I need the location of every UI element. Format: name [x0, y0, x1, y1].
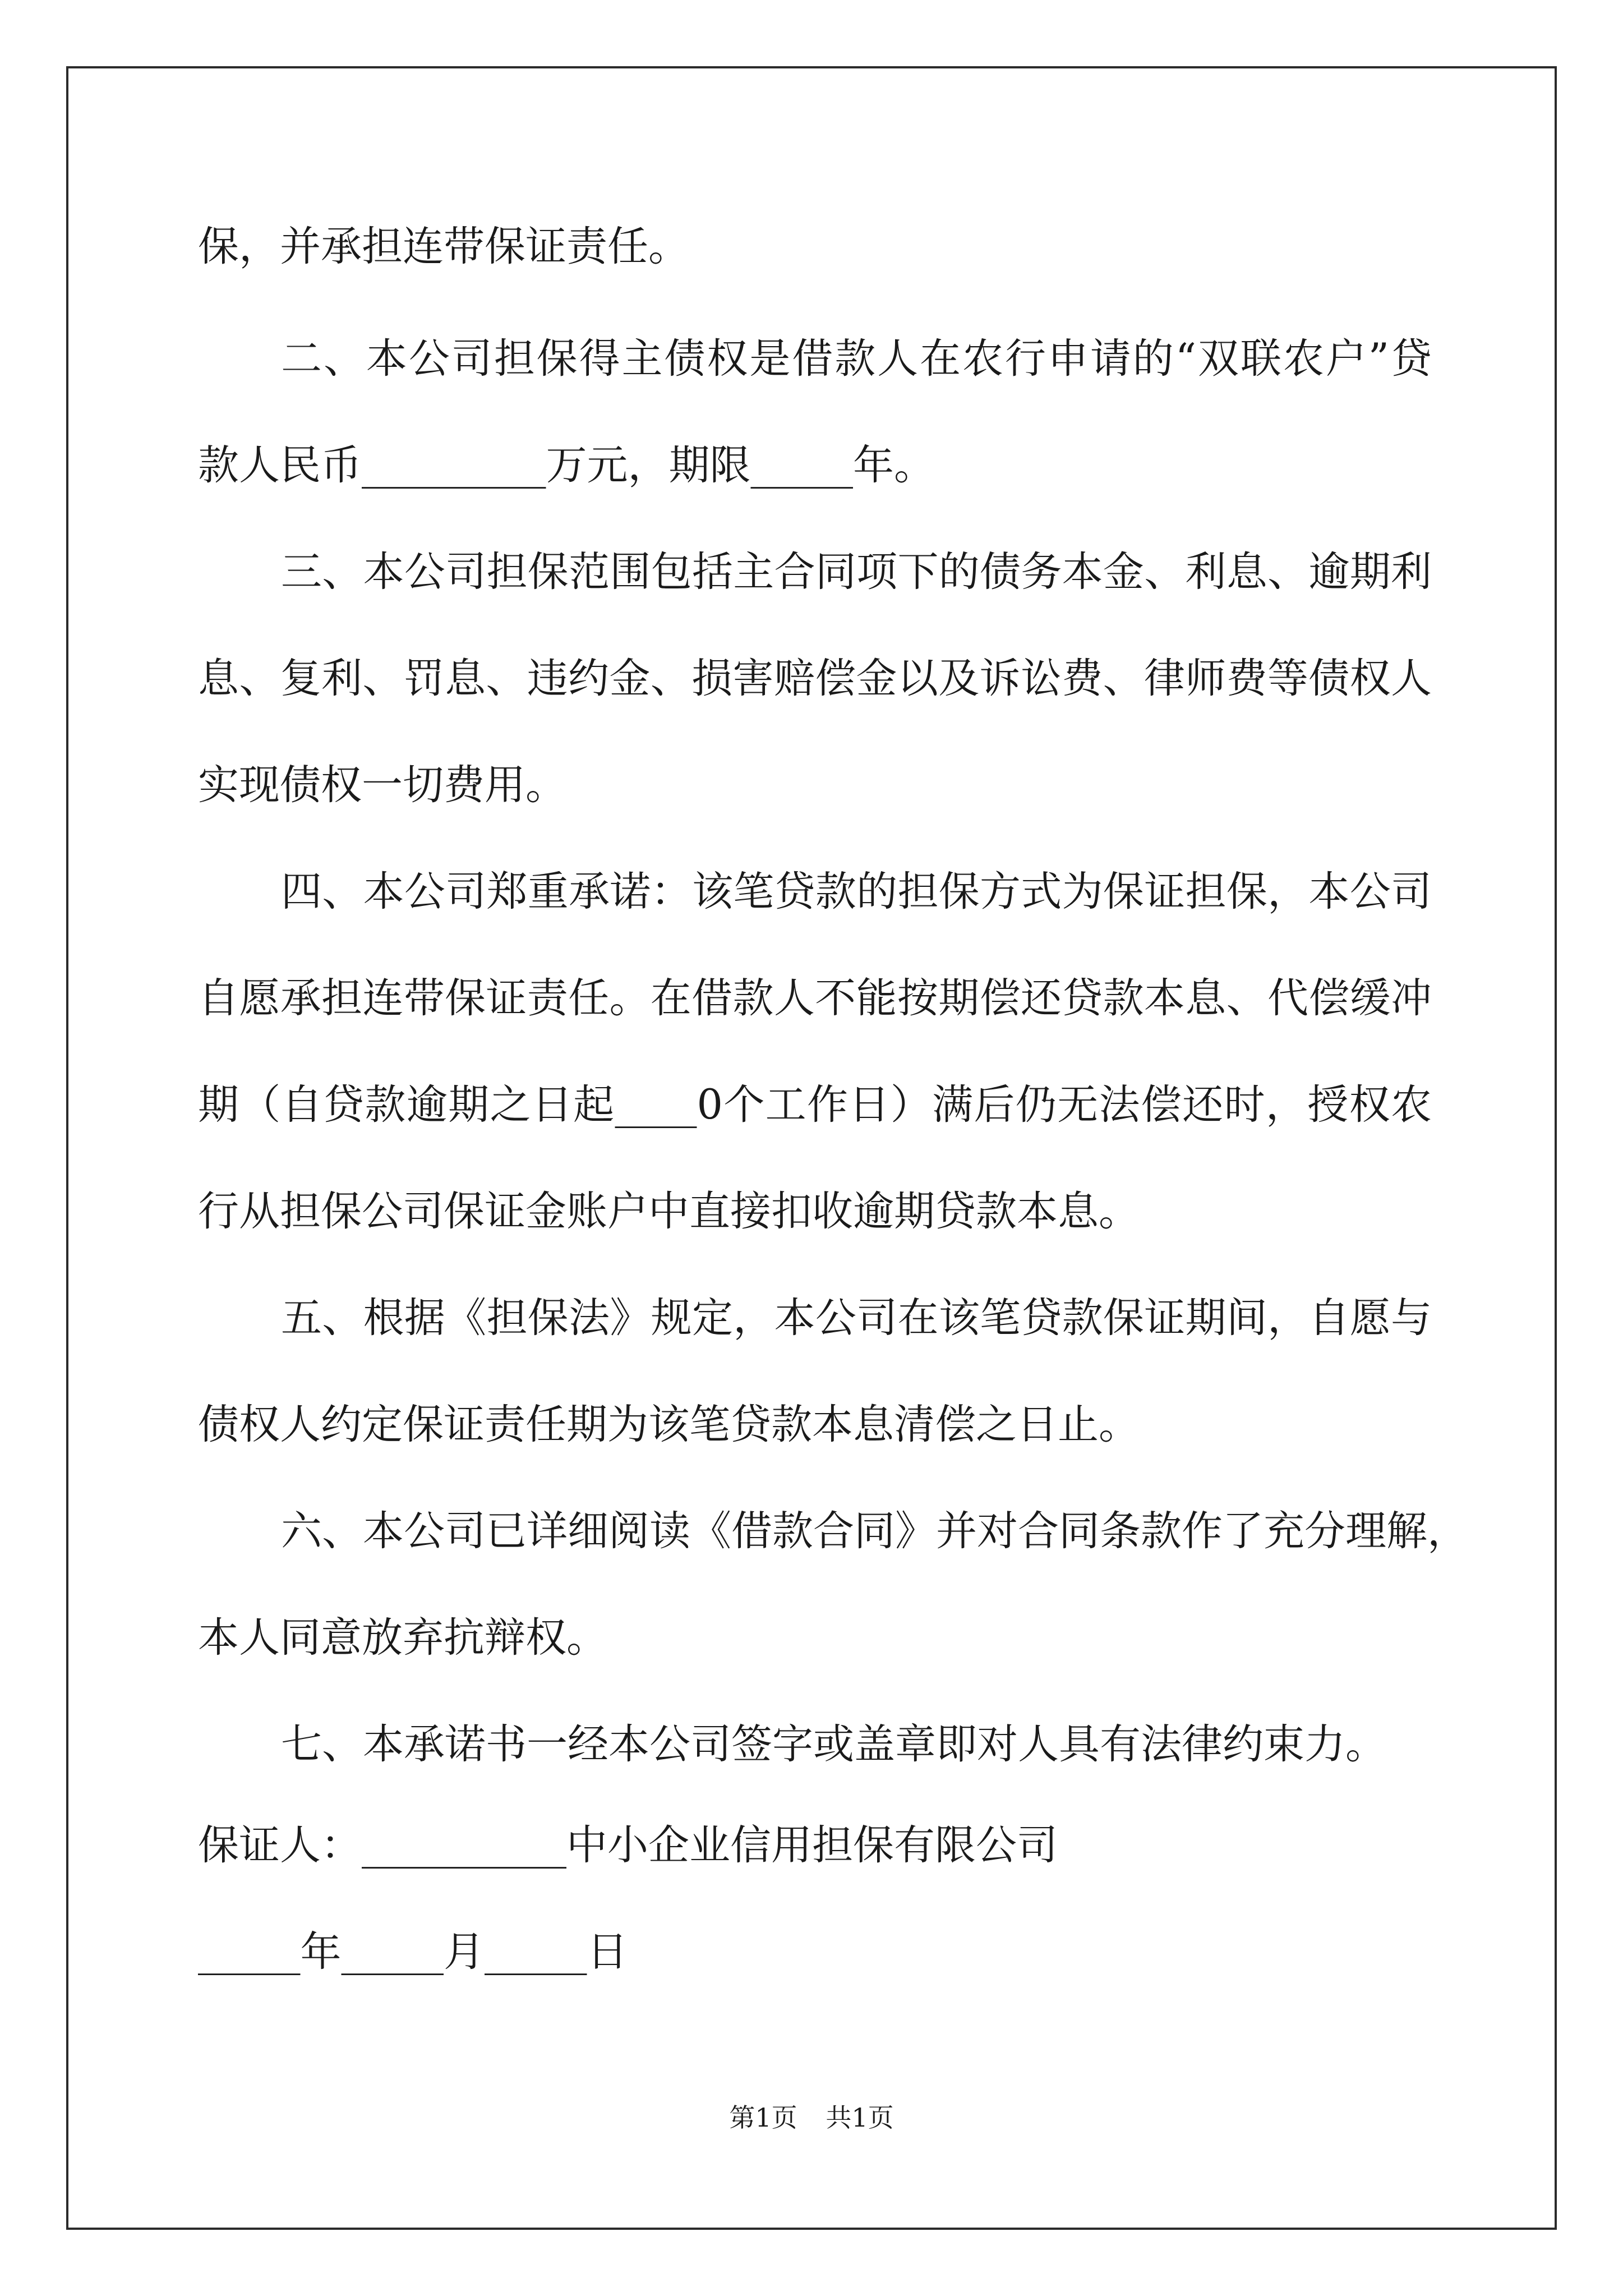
page-total: 共1页 [826, 2102, 894, 2133]
text-line-5: 息、复利、罚息、违约金、损害赔偿金以及诉讼费、律师费等债权人 [198, 655, 1432, 702]
text-line-4: 三、本公司担保范围包括主合同项下的债务本金、利息、逾期利 [281, 548, 1432, 596]
page-footer [0, 2101, 1623, 2134]
text-line-15: 七、本承诺书一经本公司签字或盖章即对人具有法律约束力。 [281, 1720, 1386, 1768]
text-line-13: 六、本公司已详细阅读《借款合同》并对合同条款作了充分理解， [281, 1507, 1468, 1555]
text-line-6: 实现债权一切费用。 [198, 761, 566, 809]
text-line-14: 本人同意放弃抗辩权。 [198, 1614, 607, 1662]
text-line-11: 五、根据《担保法》规定，本公司在该笔贷款保证期间，自愿与 [281, 1294, 1432, 1342]
text-line-2: 二、本公司担保得主债权是借款人在农行申请的“双联农户”贷 [281, 335, 1432, 383]
date-line: _____年_____月_____日 [198, 1928, 628, 1976]
text-line-1: 保，并承担连带保证责任。 [198, 223, 689, 270]
text-line-9: 期（自贷款逾期之日起____0个工作日）满后仍无法偿还时，授权农 [198, 1081, 1432, 1129]
text-line-8: 自愿承担连带保证责任。在借款人不能按期偿还贷款本息、代偿缓冲 [198, 974, 1432, 1022]
text-line-10: 行从担保公司保证金账户中直接扣收逾期贷款本息。 [198, 1188, 1140, 1235]
text-line-3: 款人民币_________万元，期限_____年。 [198, 441, 935, 489]
page-number: 第1页 [729, 2102, 797, 2133]
text-line-12: 债权人约定保证责任期为该笔贷款本息清偿之日止。 [198, 1401, 1140, 1448]
text-line-7: 四、本公司郑重承诺：该笔贷款的担保方式为保证担保，本公司 [281, 868, 1432, 915]
page-frame [66, 66, 1557, 2230]
guarantor-line: 保证人：__________中小企业信用担保有限公司 [198, 1821, 1058, 1869]
